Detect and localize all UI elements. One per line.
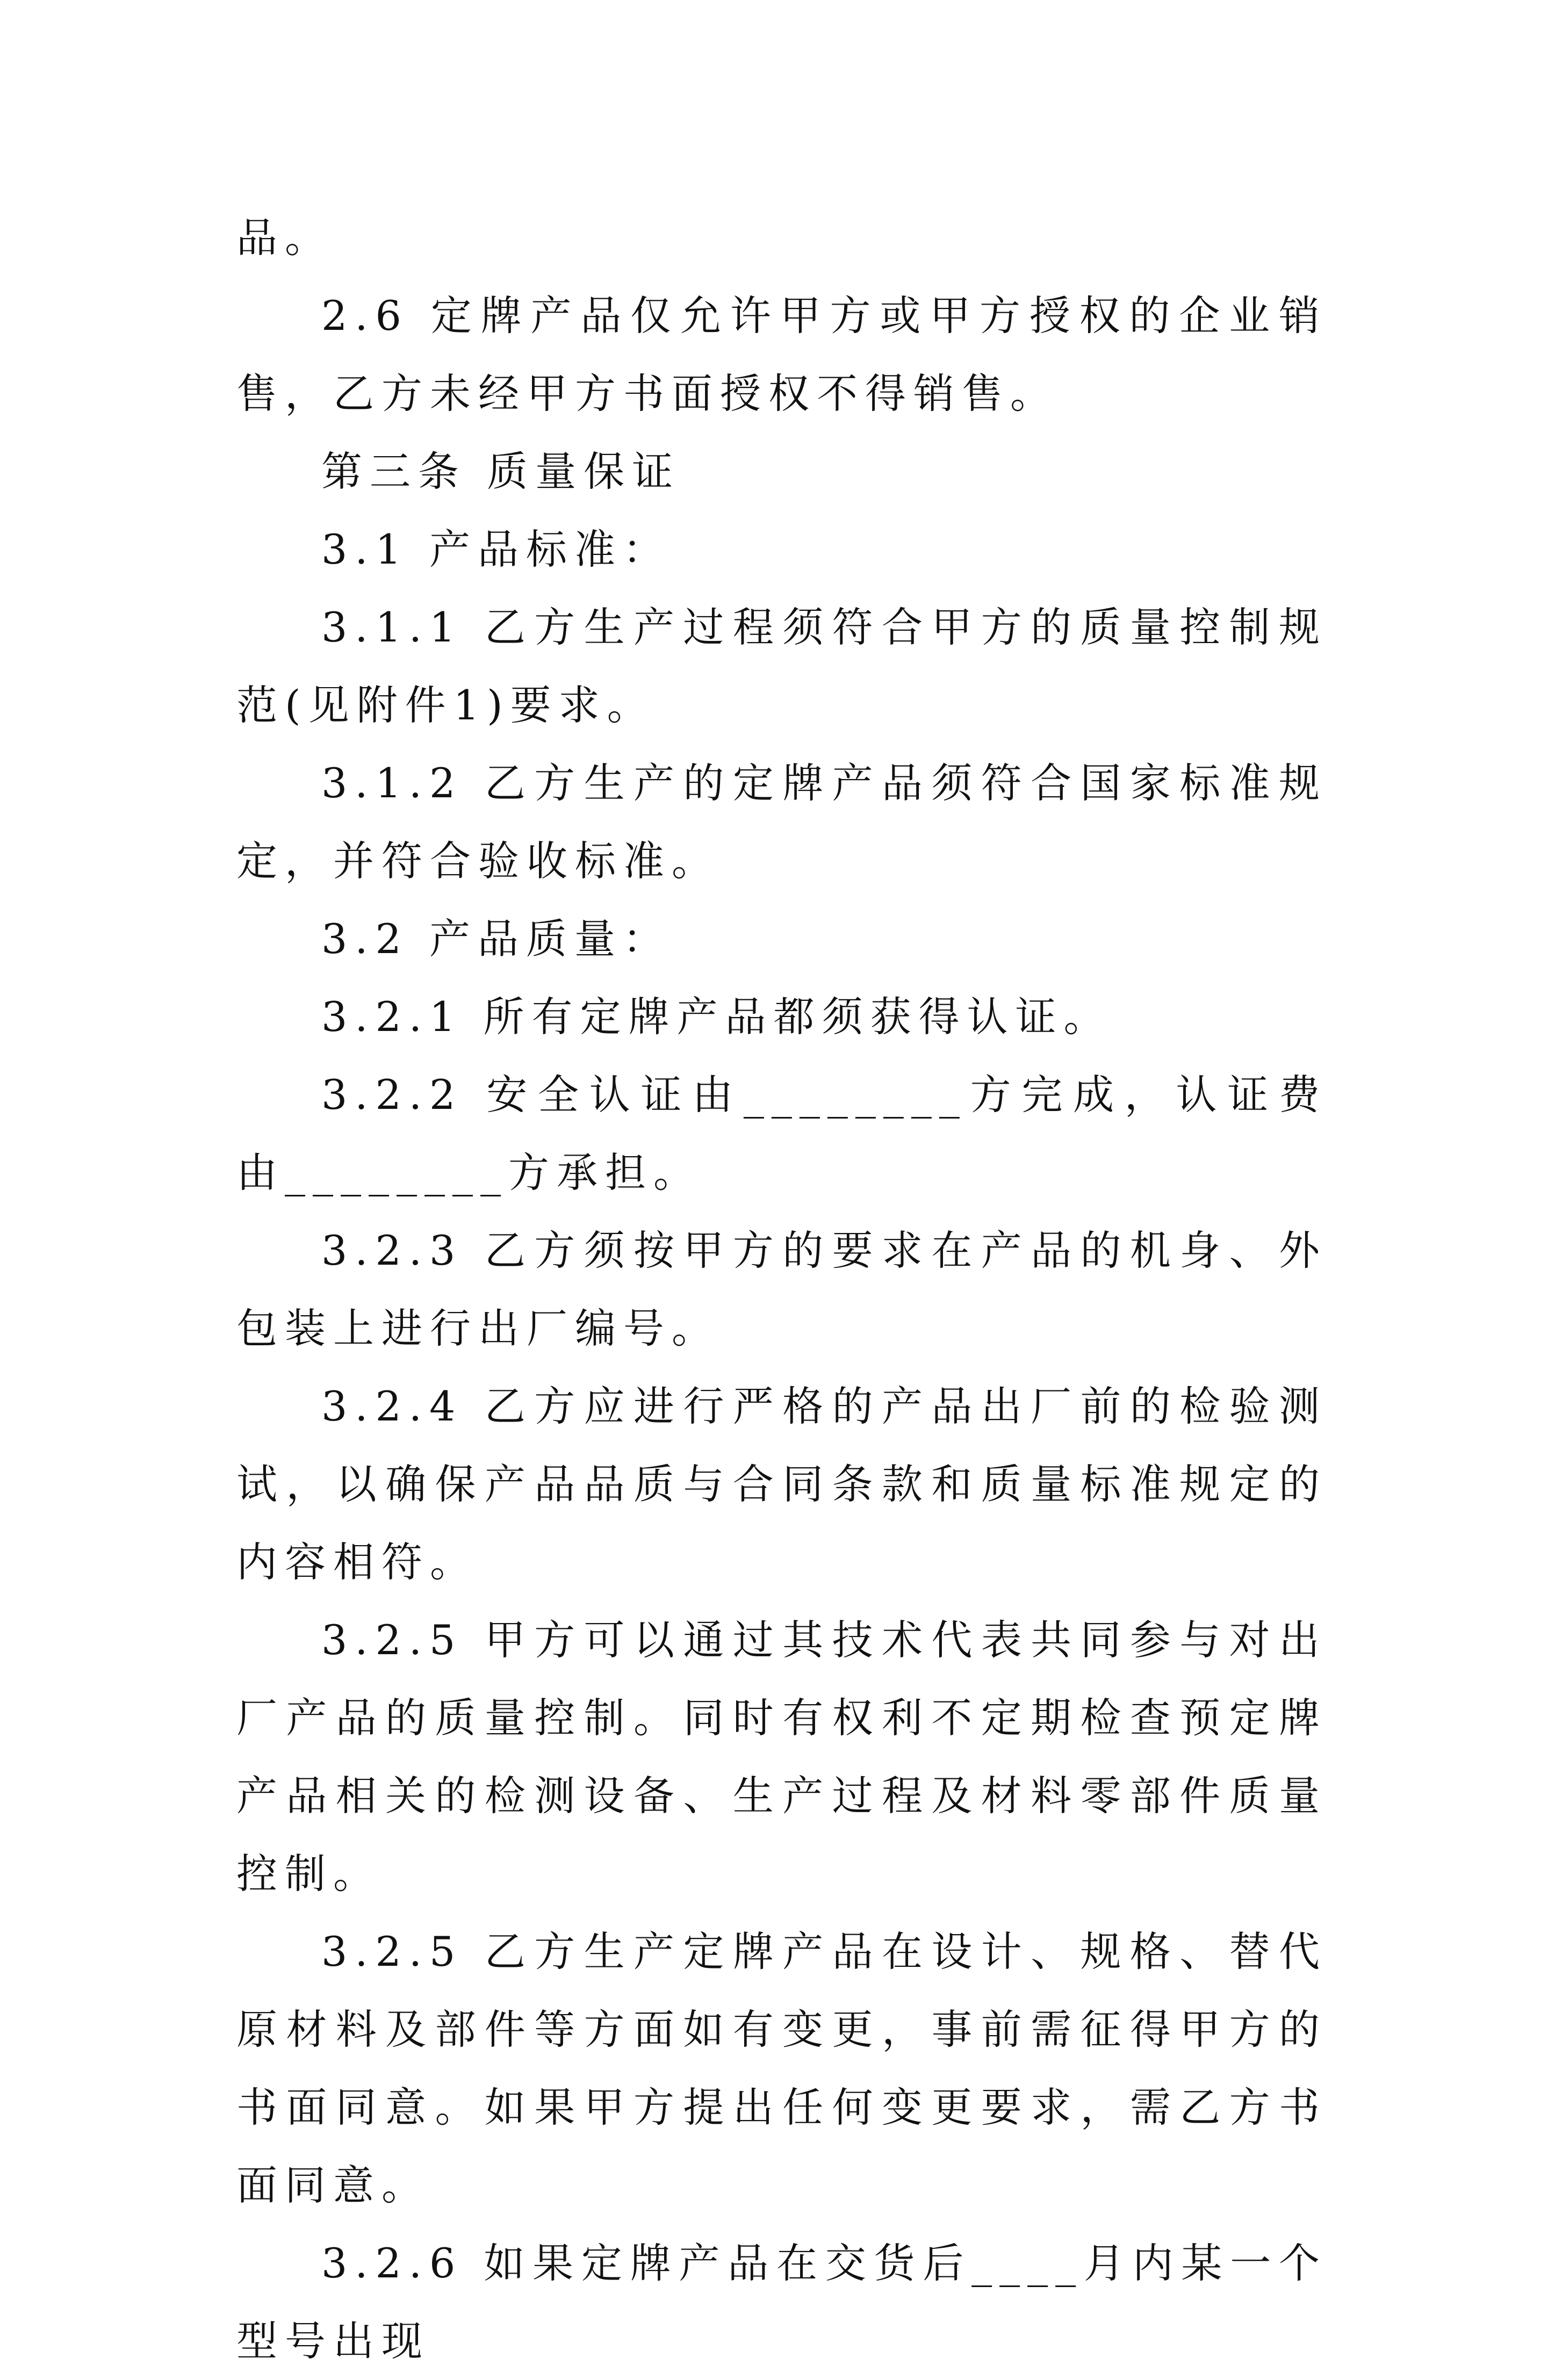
subheading-3-2: 3.2 产品质量： xyxy=(321,915,672,963)
document-body xyxy=(236,199,1327,2380)
paragraph-3-2-5-a: 3.2.5 甲方可以通过其技术代表共同参与对出厂产品的质量控制。同时有权利不定期检查预定牌产品相关的检测设备、生产过程及材料零部件质量控制。 xyxy=(236,1616,1327,1898)
subheading-3-1: 3.1 产品标准： xyxy=(321,525,672,573)
paragraph-3-1-2: 3.1.2 乙方生产的定牌产品须符合国家标准规定，并符合验收标准。 xyxy=(236,759,1327,885)
paragraph-3-2-6: 3.2.6 如果定牌产品在交货后____月内某一个型号出现 xyxy=(236,2239,1327,2365)
paragraph-2-6: 2.6 定牌产品仅允许甲方或甲方授权的企业销售，乙方未经甲方书面授权不得销售。 xyxy=(236,292,1327,417)
section-heading-article-3: 第三条 质量保证 xyxy=(321,448,681,495)
paragraph-3-2-3: 3.2.3 乙方须按甲方的要求在产品的机身、外包装上进行出厂编号。 xyxy=(236,1227,1327,1352)
paragraph-3-2-5-b: 3.2.5 乙方生产定牌产品在设计、规格、替代原材料及部件等方面如有变更，事前需征得甲方的书面同意。如果甲方提出任何变更要求，需乙方书面同意。 xyxy=(236,1928,1327,2209)
paragraph-continuation: 品。 xyxy=(236,214,333,262)
paragraph-3-2-4: 3.2.4 乙方应进行严格的产品出厂前的检验测试，以确保产品品质与合同条款和质量标准规定的内容相符。 xyxy=(236,1382,1327,1586)
paragraph-3-2-2: 3.2.2 安全认证由________方完成，认证费由________方承担。 xyxy=(236,1071,1327,1196)
paragraph-3-2-1: 3.2.1 所有定牌产品都须获得认证。 xyxy=(321,993,1112,1041)
paragraph-3-1-1: 3.1.1 乙方生产过程须符合甲方的质量控制规范(见附件1)要求。 xyxy=(236,603,1327,729)
